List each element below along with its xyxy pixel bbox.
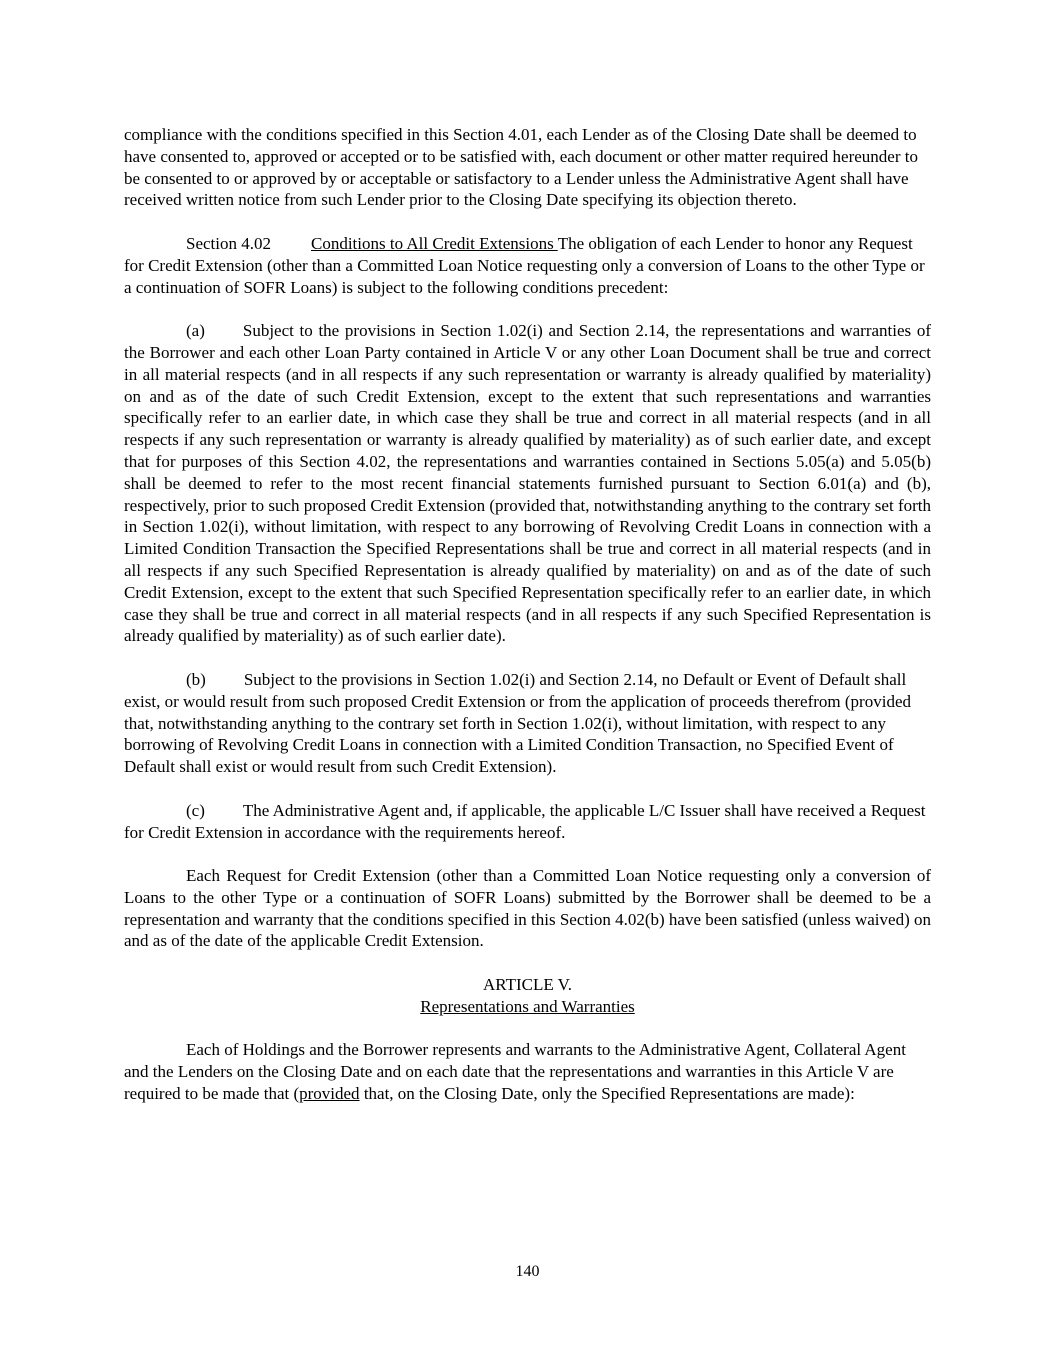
clause-label: (a) (186, 321, 205, 341)
request-paragraph: Each Request for Credit Extension (other than a Committed Loan Notice requesting only a conversion of Loans to the other Type or a continuation of SOFR Loans) submitted by the Borrower shall be deemed to be a representation and warranty that the conditions specified in this Section 4.02(b) have been satisfied (unless waived) on and as of the date of the applicable Credit Extension. (124, 866, 931, 951)
article-number: ARTICLE V. (482, 975, 573, 995)
section-text: The obligation of each Lender to honor any Request for Credit Extension (other than a Committed Loan Notice requesting only a conversion of Loans to the other Type or a continuation of SOFR Loans) is subject to the following conditions precedent: (124, 233, 925, 297)
clause-c (124, 800, 931, 844)
section-4-02-paragraph (124, 233, 931, 298)
section-number: Section 4.02 (186, 233, 271, 253)
clause-label: (c) (186, 800, 205, 820)
clause-text: Subject to the provisions in Section 1.02(i) and Section 2.14, no Default or Event of Default shall exist, or would result from such proposed Credit Extension or from the application of proceeds therefrom (provided that, notwithstanding anything to the contrary set forth in Section 1.02(i), without limitation, with respect to any borrowing of Revolving Credit Loans in connection with a Limited Condition Transaction, no Specified Event of Default shall exist or would result from such Credit Extension). (124, 669, 911, 777)
article-heading (124, 974, 931, 1018)
clause-b (124, 669, 931, 778)
section-title: Conditions to All Credit Extensions (311, 233, 558, 253)
intro-text-after: that, on the Closing Date, only the Specified Representations are made): (359, 1084, 855, 1104)
article-title: Representations and Warranties (420, 996, 635, 1016)
clause-label: (b) (186, 669, 206, 689)
clause-a (124, 320, 931, 647)
clause-text: Subject to the provisions in Section 1.02(i) and Section 2.14, the representations and warranties of the Borrower and each other Loan Party contained in Article V or any other Loan Document shall be true and correct in all material respects (and in all respects if any such representation or warranty is already qualified by materiality) on and as of the date of such Credit Extension, except to the extent that such representations and warranties specifically refer to an earlier date, in which case they shall be true and correct in all material respects (and in all respects if any such representation or warranty is already qualified by materiality) as of such earlier date, and except that for purposes of this Section 4.02, the representations and warranties contained in Sections 5.05(a) and 5.05(b) shall be deemed to refer to the most recent financial statements furnished pursuant to Section 6.01(a) and (b), respectively, prior to such proposed Credit Extension (provided that, notwithstanding anything to the contrary set forth in Section 1.02(i), without limitation, with respect to any borrowing of Revolving Credit Loans in connection with a Limited Condition Transaction the Specified Representations shall be true and correct in all material respects (and in all respects if any such Specified Representation is already qualified by materiality) on and as of the date of such Credit Extension, except to the extent that such Specified Representation specifically refer to an earlier date, in which case they shall be true and correct in all material respects (and in all respects if any such Specified Representation is already qualified by materiality) as of such earlier date). (124, 321, 931, 646)
page-number: 140 (515, 1263, 540, 1280)
document-page (124, 124, 931, 1127)
provided-emphasis: provided (299, 1084, 360, 1104)
article-intro-paragraph (124, 1039, 931, 1104)
continuation-paragraph: compliance with the conditions specified in this Section 4.01, each Lender as of the Closing Date shall be deemed to have consented to, approved or accepted or to be satisfied with, each document or other matter required hereunder to be consented to or approved by or acceptable or satisfactory to a Lender unless the Administrative Agent shall have received written notice from such Lender prior to the Closing Date specifying its objection thereto. (124, 125, 918, 210)
clause-text: The Administrative Agent and, if applicable, the applicable L/C Issuer shall have received a Request for Credit Extension in accordance with the requirements hereof. (124, 800, 926, 842)
intro-text-before: Each of Holdings and the Borrower represents and warrants to the Administrative Agent, Collateral Agent and the Lenders on the Closing Date and on each date that the representations and warranties in this Article V are required to be made that ( (124, 1040, 906, 1104)
